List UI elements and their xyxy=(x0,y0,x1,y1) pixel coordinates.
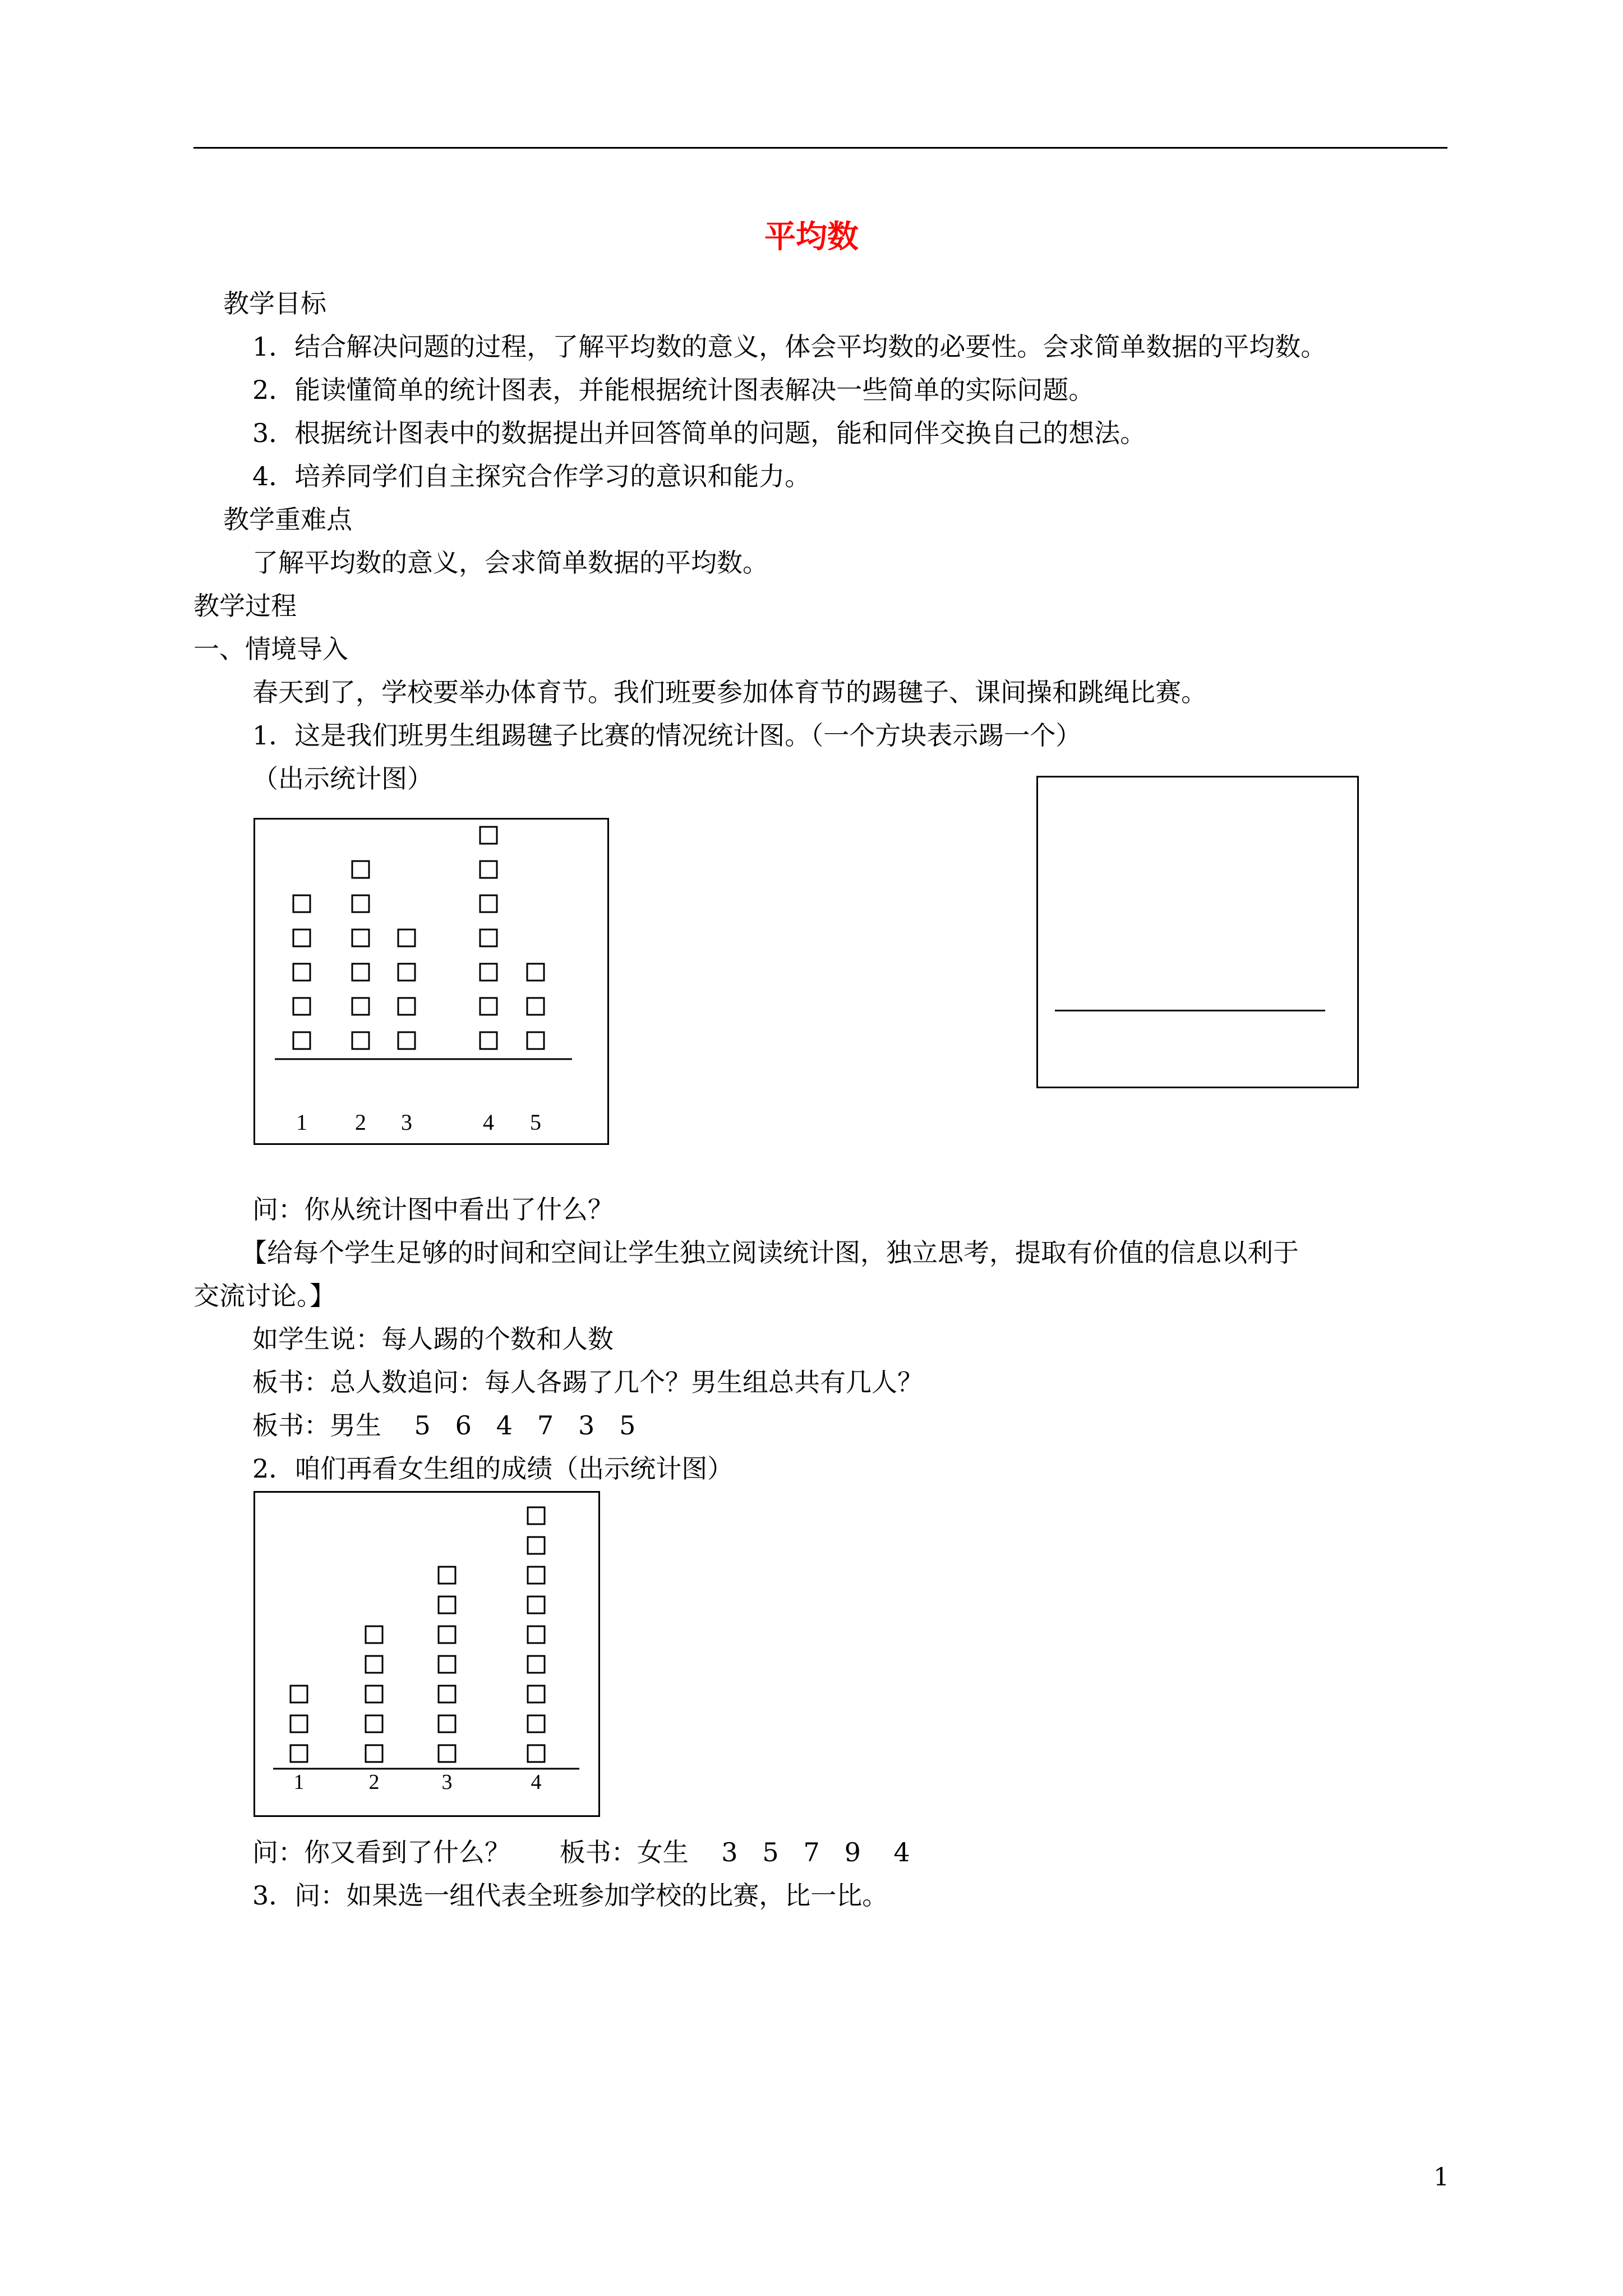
bar-square-1-2 xyxy=(293,998,310,1015)
board-note-2: 板书：男生 5 6 4 7 3 5 xyxy=(252,1410,636,1441)
key-text: 了解平均数的意义，会求简单数据的平均数。 xyxy=(252,547,768,578)
board-note-1: 板书：总人数追问：每人各踢了几个？男生组总共有几人？ xyxy=(252,1367,923,1397)
bar-square-4-3 xyxy=(528,1686,545,1703)
bar-square-2-5 xyxy=(366,1626,382,1643)
blank-answer-box xyxy=(1036,776,1359,1088)
bar-square-2-4 xyxy=(366,1656,382,1673)
x-tick-label: 2 xyxy=(368,1770,380,1794)
bar-square-3-5 xyxy=(439,1626,455,1643)
teaching-note-line-1: 【给每个学生足够的时间和空间让学生独立阅读统计图，独立思考，提取有价值的信息以利于 xyxy=(241,1237,1299,1268)
process-heading: 教学过程 xyxy=(193,591,297,621)
bar-square-5-1 xyxy=(527,1032,544,1049)
bar-square-3-4 xyxy=(439,1656,455,1673)
key-heading: 教学重难点 xyxy=(223,504,352,535)
bar-square-4-6 xyxy=(480,861,497,878)
goal-item-2: 2．能读懂简单的统计图表，并能根据统计图表解决一些简单的实际问题。 xyxy=(252,375,1095,405)
bar-square-2-3 xyxy=(366,1686,382,1703)
x-tick-label: 1 xyxy=(293,1770,305,1794)
bar-square-4-6 xyxy=(528,1596,545,1613)
bar-square-4-4 xyxy=(480,930,497,946)
header-rule xyxy=(193,147,1447,149)
page-number: 1 xyxy=(1433,2163,1449,2192)
student-response: 如学生说：每人踢的个数和人数 xyxy=(252,1324,614,1354)
x-tick-label: 4 xyxy=(531,1770,542,1794)
teaching-note-line-2: 交流讨论。】 xyxy=(193,1281,335,1311)
bar-square-1-5 xyxy=(293,895,310,912)
bar-square-2-1 xyxy=(366,1745,382,1762)
bar-square-2-6 xyxy=(352,861,369,878)
x-tick-label: 2 xyxy=(355,1110,366,1135)
item-1-note: （出示统计图） xyxy=(252,763,433,794)
page-title: 平均数 xyxy=(764,218,859,255)
bar-square-1-3 xyxy=(293,964,310,981)
bar-square-1-4 xyxy=(293,930,310,946)
bar-square-3-1 xyxy=(398,1032,415,1049)
bar-square-3-4 xyxy=(398,930,415,946)
bar-square-4-8 xyxy=(528,1537,545,1554)
question-2: 问：你又看到了什么？ 板书：女生 3 5 7 9 4 xyxy=(252,1837,910,1867)
bar-square-3-6 xyxy=(439,1596,455,1613)
boys-chart xyxy=(255,820,607,1143)
bar-square-1-3 xyxy=(291,1686,307,1703)
bar-square-4-1 xyxy=(480,1032,497,1049)
x-tick-label: 4 xyxy=(483,1110,494,1135)
bar-square-2-2 xyxy=(366,1715,382,1732)
bar-square-2-1 xyxy=(352,1032,369,1049)
bar-square-3-3 xyxy=(398,964,415,981)
goal-item-1: 1．结合解决问题的过程，了解平均数的意义，体会平均数的必要性。会求简单数据的平均数。 xyxy=(252,332,1327,362)
bar-square-4-7 xyxy=(480,827,497,844)
bar-square-4-4 xyxy=(528,1656,545,1673)
bar-square-2-5 xyxy=(352,895,369,912)
goal-item-4: 4．培养同学们自主探究合作学习的意识和能力。 xyxy=(252,461,811,491)
bar-square-4-1 xyxy=(528,1745,545,1762)
boys-chart-frame xyxy=(253,818,609,1145)
bar-square-3-3 xyxy=(439,1686,455,1703)
bar-square-3-1 xyxy=(439,1745,455,1762)
x-tick-label: 1 xyxy=(296,1110,307,1135)
bar-square-2-2 xyxy=(352,998,369,1015)
bar-square-5-3 xyxy=(527,964,544,981)
bar-square-4-2 xyxy=(480,998,497,1015)
bar-square-1-1 xyxy=(291,1745,307,1762)
bar-square-4-5 xyxy=(528,1626,545,1643)
x-tick-label: 3 xyxy=(441,1770,453,1794)
bar-square-4-3 xyxy=(480,964,497,981)
section1-heading: 一、情境导入 xyxy=(193,634,348,664)
girls-chart xyxy=(255,1493,598,1815)
item-1: 1．这是我们班男生组踢毽子比赛的情况统计图。（一个方块表示踢一个） xyxy=(252,720,1082,751)
blank-answer-line xyxy=(1055,1010,1325,1011)
x-tick-label: 3 xyxy=(401,1110,412,1135)
question-1: 问：你从统计图中看出了什么？ xyxy=(252,1194,614,1225)
bar-square-3-2 xyxy=(439,1715,455,1732)
goals-heading: 教学目标 xyxy=(223,288,326,319)
x-tick-label: 5 xyxy=(530,1110,541,1135)
bar-square-2-3 xyxy=(352,964,369,981)
item-2: 2．咱们再看女生组的成绩（出示统计图） xyxy=(252,1453,734,1484)
intro-paragraph: 春天到了，学校要举办体育节。我们班要参加体育节的踢毽子、课间操和跳绳比赛。 xyxy=(252,677,1207,707)
girls-chart-frame xyxy=(253,1491,600,1817)
bar-square-4-9 xyxy=(528,1507,545,1524)
bar-square-4-2 xyxy=(528,1715,545,1732)
bar-square-4-7 xyxy=(528,1567,545,1584)
bar-square-1-1 xyxy=(293,1032,310,1049)
bar-square-5-2 xyxy=(527,998,544,1015)
bar-square-1-2 xyxy=(291,1715,307,1732)
item-3: 3．问：如果选一组代表全班参加学校的比赛，比一比。 xyxy=(252,1880,888,1911)
bar-square-2-4 xyxy=(352,930,369,946)
bar-square-4-5 xyxy=(480,895,497,912)
bar-square-3-2 xyxy=(398,998,415,1015)
goal-item-3: 3．根据统计图表中的数据提出并回答简单的问题，能和同伴交换自己的想法。 xyxy=(252,418,1146,448)
bar-square-3-7 xyxy=(439,1567,455,1584)
